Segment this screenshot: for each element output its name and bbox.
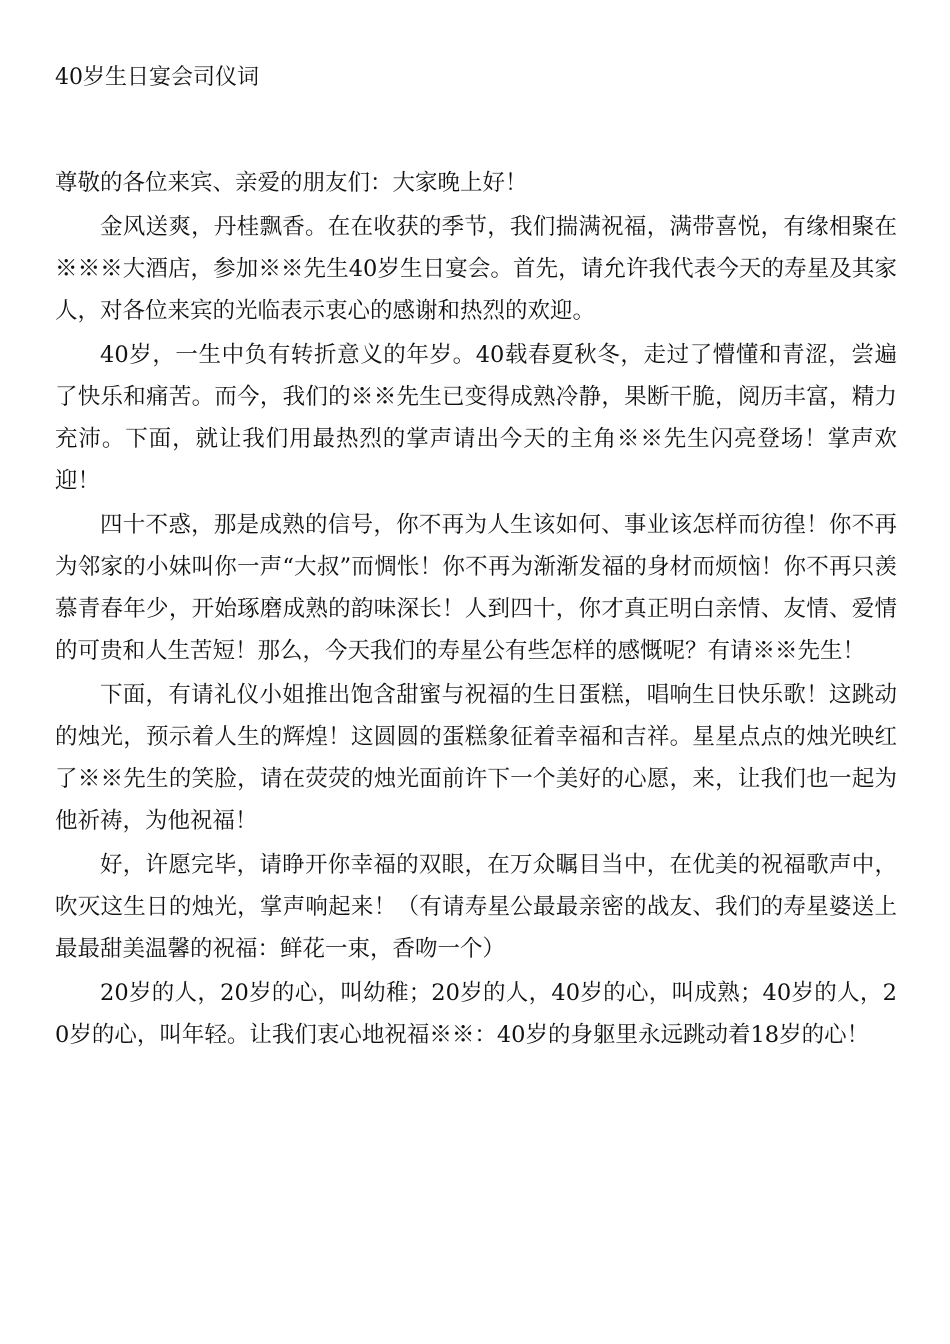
paragraph-6: 20岁的人，20岁的心，叫幼稚；20岁的人，40岁的心，叫成熟；40岁的人，20岁的心，叫年轻。让我们衷心地祝福※※：40岁的身躯里永远跳动着18岁的心！ [55,980,897,1048]
document-title: 40岁生日宴会司仪词 [55,65,259,90]
document-page [55,62,897,1058]
paragraph-2: 40岁，一生中负有转折意义的年岁。40载春夏秋冬，走过了懵懂和青涩，尝遍了快乐和痛苦。而今，我们的※※先生已变得成熟冷静，果断干脆，阅历丰富，精力充沛。下面，就让我们用最热烈的掌声请出今天的主角※※先生闪亮登场！掌声欢迎！ [55,342,897,494]
paragraph-1: 金风送爽，丹桂飘香。在在收获的季节，我们揣满祝福，满带喜悦，有缘相聚在※※※大酒店，参加※※先生40岁生日宴会。首先，请允许我代表今天的寿星及其家人，对各位来宾的光临表示衷心的感谢和热烈的欢迎。 [55,214,897,324]
paragraph-5: 好，许愿完毕，请睁开你幸福的双眼，在万众瞩目当中，在优美的祝福歌声中，吹灭这生日的烛光，掌声响起来！（有请寿星公最最亲密的战友、我们的寿星婆送上最最甜美温馨的祝福：鲜花一束，香吻一个） [55,852,897,962]
paragraph-3: 四十不惑，那是成熟的信号，你不再为人生该如何、事业该怎样而彷徨！你不再为邻家的小妹叫你一声“大叔”而惆怅！你不再为渐渐发福的身材而烦恼！你不再只羡慕青春年少，开始琢磨成熟的韵味深长！人到四十，你才真正明白亲情、友情、爱情的可贵和人生苦短！那么，今天我们的寿星公有些怎样的感慨呢？有请※※先生！ [55,512,897,664]
greeting-line: 尊敬的各位来宾、亲爱的朋友们：大家晚上好！ [55,170,528,196]
paragraph-4: 下面，有请礼仪小姐推出饱含甜蜜与祝福的生日蛋糕，唱响生日快乐歌！这跳动的烛光，预示着人生的辉煌！这圆圆的蛋糕象征着幸福和吉祥。星星点点的烛光映红了※※先生的笑脸，请在荧荧的烛光面前许下一个美好的心愿，来，让我们也一起为他祈祷，为他祝福！ [55,682,897,834]
